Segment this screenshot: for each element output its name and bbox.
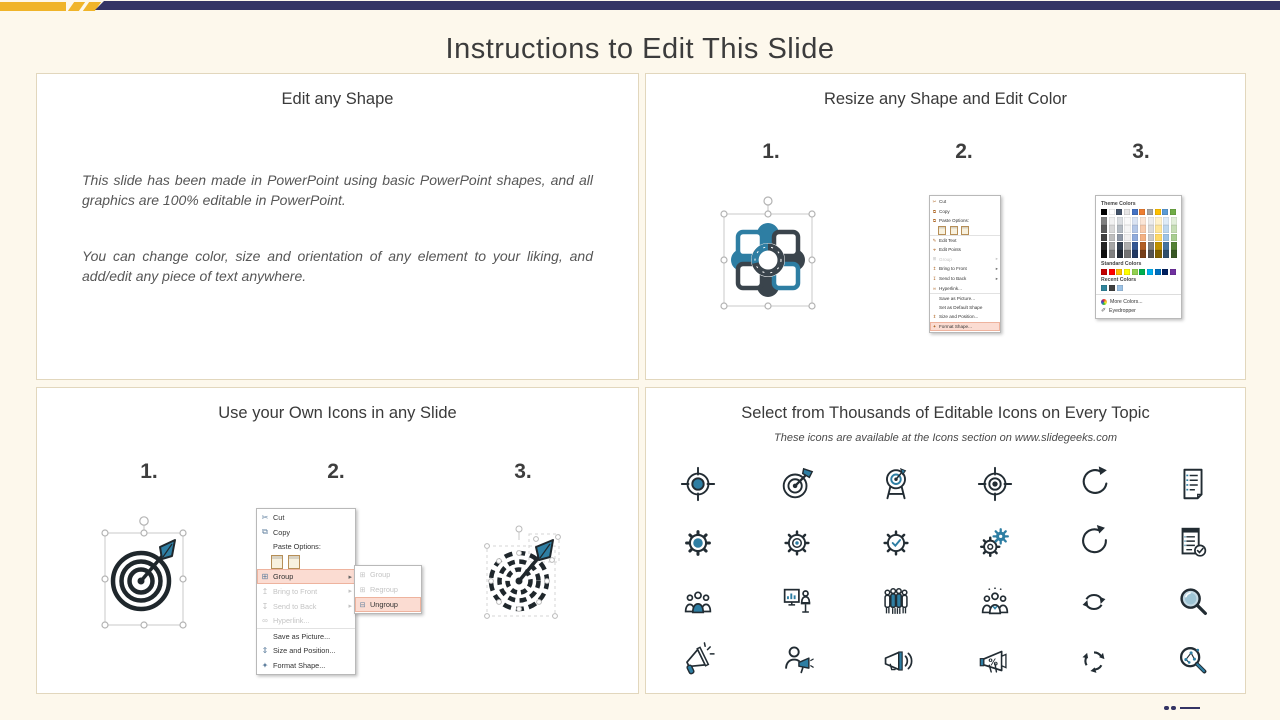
target-easel-icon [846, 454, 945, 513]
points-icon: ⌖ [933, 247, 936, 253]
edit-icon: ✎ [932, 237, 937, 243]
color-variant-swatch [1155, 217, 1161, 225]
color-variant-swatch [1155, 234, 1161, 242]
color-swatch [1109, 285, 1115, 291]
shape-selection-preview [710, 194, 826, 320]
color-variant-swatch [1101, 242, 1107, 250]
group-icon: ⊞ [359, 571, 366, 579]
page-title: Instructions to Edit This Slide [445, 33, 835, 66]
menu-item-label: Size and Position... [939, 314, 979, 320]
paste-option-icon [950, 226, 958, 236]
menu-item-label: Send to Back [273, 601, 317, 611]
color-variant-swatch [1132, 225, 1138, 233]
menu-item-cut [257, 510, 355, 525]
panel-icon-library [645, 387, 1246, 694]
menu-item-save-as-picture [257, 628, 355, 643]
footer-dash [1180, 707, 1200, 709]
menu-item-format-shape [257, 658, 355, 673]
checklist-approved-icon [1143, 513, 1242, 572]
arrow-circular-icon [1044, 454, 1143, 513]
menu-item-label: Bring to Front [939, 266, 967, 272]
menu-item-label: Cut [939, 199, 947, 205]
group-context-menu [256, 508, 356, 675]
group-icon: ⊞ [261, 572, 269, 582]
team-standing-icon [846, 572, 945, 631]
document-list-icon [1143, 454, 1242, 513]
recent-colors-label: Recent Colors [1101, 277, 1137, 284]
magnifier-icon [1143, 572, 1242, 631]
target-crosshair-filled-icon [648, 454, 747, 513]
color-variant-swatch [1148, 242, 1154, 250]
color-swatch [1155, 269, 1161, 275]
format-context-menu [929, 195, 1001, 333]
paste-options-icons [930, 226, 1000, 236]
theme-colors-label: Theme Colors [1101, 201, 1136, 207]
color-swatch [1162, 269, 1168, 275]
menu-item-paste-options [930, 216, 1000, 226]
color-variant-swatch [1163, 225, 1169, 233]
size-icon: ⇕ [932, 313, 937, 319]
eyedropper-icon: ✐ [1101, 308, 1107, 315]
color-variant-swatch [1148, 225, 1154, 233]
color-swatch [1124, 269, 1130, 275]
sync-arrows-icon [1044, 572, 1143, 631]
front-icon: ↥ [261, 586, 269, 596]
link-icon: ∞ [262, 616, 268, 626]
menu-item-label: Group [370, 570, 391, 579]
color-swatch [1101, 209, 1107, 215]
menu-item-label: Size and Position... [273, 646, 336, 656]
color-variant-swatch [1124, 225, 1130, 233]
people-discussion-icon [945, 572, 1044, 631]
color-variant-swatch [1117, 217, 1123, 225]
icon-grid [648, 454, 1242, 690]
panel-own-icons [36, 387, 639, 694]
menu-item-group [930, 255, 1000, 265]
edit-shape-paragraph-2: You can change color, size and orientation of any element to your liking, and add/edit any piece of text anywhere. [82, 248, 593, 284]
color-swatch [1101, 269, 1107, 275]
panel-icon-library-subtitle: These icons are available at the Icons section on www.slidegeeks.com [773, 432, 1117, 444]
color-palette [1095, 195, 1182, 319]
menu-item-label: Cut [273, 512, 285, 522]
megaphone-percent-icon [945, 631, 1044, 690]
color-variant-swatch [1101, 225, 1107, 233]
menu-item-copy [930, 207, 1000, 217]
menu-item-label: Paste Options: [273, 542, 321, 552]
menu-item-label: Format Shape... [273, 660, 326, 670]
color-variant-swatch [1132, 250, 1138, 258]
submenu-arrow-icon: ▸ [995, 275, 998, 281]
color-variant-swatch [1163, 234, 1169, 242]
menu-item-label: Copy [939, 208, 950, 214]
submenu-arrow-icon: ▸ [995, 256, 998, 262]
color-variant-swatch [1124, 250, 1130, 258]
color-variant-swatch [1140, 242, 1146, 250]
menu-item-hyperlink [257, 614, 355, 629]
panel-edit-shape [36, 73, 639, 380]
format-icon: ✦ [932, 323, 937, 329]
target-crosshair-icon [945, 454, 1044, 513]
step-number-1: 1. [762, 140, 780, 163]
color-swatch [1109, 269, 1115, 275]
submenu-arrow-icon: ▸ [995, 265, 998, 271]
color-variant-swatch [1148, 217, 1154, 225]
header-navy-bar [95, 1, 1280, 10]
color-swatch [1170, 209, 1176, 215]
color-variant-swatch [1132, 217, 1138, 225]
presenter-screen-icon [747, 572, 846, 631]
menu-item-label: Hyperlink... [939, 285, 962, 291]
color-variant-swatch [1171, 250, 1177, 258]
paste-option-icon [961, 226, 969, 236]
people-group-icon [648, 572, 747, 631]
megaphone-icon [648, 631, 747, 690]
color-variant-swatch [1140, 217, 1146, 225]
color-variant-swatch [1155, 242, 1161, 250]
menu-item-label: Copy [273, 527, 291, 537]
gears-double-icon [945, 513, 1044, 572]
submenu-arrow-icon: ▸ [348, 573, 352, 581]
menu-item-label: Send to Back [939, 276, 967, 282]
color-swatch [1139, 209, 1145, 215]
footer-dot [1164, 706, 1169, 711]
menu-item-bring-to-front [257, 584, 355, 599]
color-swatch [1109, 209, 1115, 215]
menu-item-label: Set as Default Shape [939, 304, 983, 310]
panel-own-icons-title: Use your Own Icons in any Slide [218, 404, 457, 422]
menu-item-label: Edit Points [939, 247, 961, 253]
color-swatch [1132, 269, 1138, 275]
color-variant-swatch [1117, 250, 1123, 258]
menu-item-label: Hyperlink... [273, 616, 310, 626]
paste-option-icon [271, 555, 283, 569]
menu-item-label: Edit Text [939, 238, 957, 244]
menu-item-label: Ungroup [370, 600, 398, 609]
menu-item-label: Group [273, 572, 294, 582]
scissors-icon: ✂ [932, 198, 937, 204]
color-variant-swatch [1132, 242, 1138, 250]
color-variant-swatch [1109, 225, 1115, 233]
header-gold-bar [0, 2, 66, 11]
menu-item-paste-options [257, 540, 355, 555]
color-variant-swatch [1117, 234, 1123, 242]
menu-item-label: Regroup [370, 585, 398, 594]
menu-item-label: Save as Picture... [273, 631, 331, 641]
color-swatch [1124, 209, 1130, 215]
menu-item-set-as-default-shape [930, 303, 1000, 313]
person-announcement-icon [747, 631, 846, 690]
copy-icon: ⧉ [262, 527, 268, 537]
step-number-2: 2. [327, 460, 345, 483]
back-icon: ↧ [261, 601, 269, 611]
color-variant-swatch [1101, 234, 1107, 242]
menu-item-group [257, 569, 355, 584]
color-variant-swatch [1171, 234, 1177, 242]
clipboard-icon: ⧉ [932, 218, 937, 224]
magnifier-analytics-icon [1143, 631, 1242, 690]
color-swatch [1162, 209, 1168, 215]
gear-dot-icon [747, 513, 846, 572]
color-swatch [1132, 209, 1138, 215]
scissors-icon: ✂ [261, 512, 269, 522]
ungroup-icon: ⊟ [359, 601, 366, 609]
step-number-3: 3. [1132, 140, 1150, 163]
menu-item-cut [930, 197, 1000, 207]
menu-item-regroup [355, 582, 421, 597]
regroup-icon: ⊞ [359, 586, 366, 594]
target-icon-ungrouped-preview [473, 514, 573, 634]
menu-item-label: Group [939, 256, 952, 262]
menu-item-size-and-position [257, 643, 355, 658]
paste-option-icon [938, 226, 946, 236]
color-variant-swatch [1109, 242, 1115, 250]
menu-item-edit-text [930, 235, 1000, 245]
color-swatch [1147, 209, 1153, 215]
more-colors-item: More Colors... [1101, 297, 1176, 306]
step-number-1: 1. [140, 460, 158, 483]
color-swatch [1170, 269, 1176, 275]
step-number-3: 3. [514, 460, 532, 483]
arrow-circular-alt-icon [1044, 513, 1143, 572]
color-swatch [1117, 285, 1123, 291]
color-variant-swatch [1140, 250, 1146, 258]
target-icon-selected-preview [99, 514, 195, 634]
step-number-2: 2. [955, 140, 973, 163]
color-variant-swatch [1140, 234, 1146, 242]
color-swatch [1116, 269, 1122, 275]
panel-resize-color [645, 73, 1246, 380]
group-icon: ⊞ [932, 256, 937, 262]
color-variant-swatch [1109, 217, 1115, 225]
menu-item-send-to-back [930, 274, 1000, 284]
color-variant-swatch [1117, 242, 1123, 250]
color-variant-swatch [1109, 250, 1115, 258]
color-variant-swatch [1109, 234, 1115, 242]
color-variant-swatch [1148, 250, 1154, 258]
color-variant-swatch [1101, 217, 1107, 225]
menu-item-send-to-back [257, 599, 355, 614]
link-icon: ∞ [932, 285, 937, 291]
edit-shape-paragraph-1: This slide has been made in PowerPoint using basic PowerPoint shapes, and all graphics are 100% editable in PowerPoint. [82, 172, 593, 208]
size-icon: ⇕ [261, 646, 269, 656]
menu-item-label: Format Shape... [939, 324, 972, 330]
menu-item-bring-to-front [930, 264, 1000, 274]
color-variant-swatch [1163, 250, 1169, 258]
panel-icon-library-title: Select from Thousands of Editable Icons on Every Topic [741, 404, 1150, 422]
menu-item-label: Bring to Front [273, 586, 318, 596]
standard-colors-label: Standard Colors [1101, 260, 1142, 267]
group-submenu [354, 565, 422, 614]
menu-item-group [355, 567, 421, 582]
color-swatch [1155, 209, 1161, 215]
menu-item-label: Paste Options: [939, 218, 970, 224]
color-variant-swatch [1163, 217, 1169, 225]
color-swatch [1116, 209, 1122, 215]
paste-option-icon [288, 555, 300, 569]
submenu-arrow-icon: ▸ [348, 588, 352, 596]
megaphone-sound-icon [846, 631, 945, 690]
color-swatch [1101, 285, 1107, 291]
color-variant-swatch [1171, 225, 1177, 233]
cycle-arrows-icon [1044, 631, 1143, 690]
panel-resize-color-title: Resize any Shape and Edit Color [823, 90, 1068, 108]
menu-item-hyperlink [930, 283, 1000, 293]
back-icon: ↧ [932, 275, 937, 281]
color-swatch [1139, 269, 1145, 275]
gear-check-icon [846, 513, 945, 572]
color-variant-swatch [1124, 242, 1130, 250]
menu-item-size-and-position [930, 312, 1000, 322]
eyedropper-item: ✐ Eyedropper [1101, 307, 1136, 315]
submenu-arrow-icon: ▸ [348, 603, 352, 611]
color-variant-swatch [1124, 217, 1130, 225]
color-variant-swatch [1101, 250, 1107, 258]
color-variant-swatch [1124, 234, 1130, 242]
paste-options-icons [257, 554, 355, 569]
color-variant-swatch [1132, 234, 1138, 242]
color-variant-swatch [1163, 242, 1169, 250]
menu-item-save-as-picture [930, 293, 1000, 303]
menu-item-ungroup [355, 597, 421, 612]
gear-filled-icon [648, 513, 747, 572]
footer-mark [1164, 706, 1200, 711]
color-variant-swatch [1171, 217, 1177, 225]
menu-item-format-shape [930, 322, 1000, 332]
color-variant-swatch [1155, 250, 1161, 258]
color-variant-swatch [1117, 225, 1123, 233]
menu-item-edit-points [930, 245, 1000, 255]
color-variant-swatch [1140, 225, 1146, 233]
target-dart-icon [747, 454, 846, 513]
color-variant-swatch [1155, 225, 1161, 233]
color-wheel-icon [1101, 299, 1107, 305]
format-icon: ✦ [261, 660, 269, 670]
color-variant-swatch [1171, 242, 1177, 250]
front-icon: ↥ [932, 265, 937, 271]
panel-edit-shape-title: Edit any Shape [281, 90, 394, 108]
footer-dot [1171, 706, 1176, 711]
menu-item-copy [257, 525, 355, 540]
color-swatch [1147, 269, 1153, 275]
color-variant-swatch [1148, 234, 1154, 242]
menu-item-label: Save as Picture... [939, 295, 976, 301]
copy-icon: ⧉ [932, 208, 937, 214]
